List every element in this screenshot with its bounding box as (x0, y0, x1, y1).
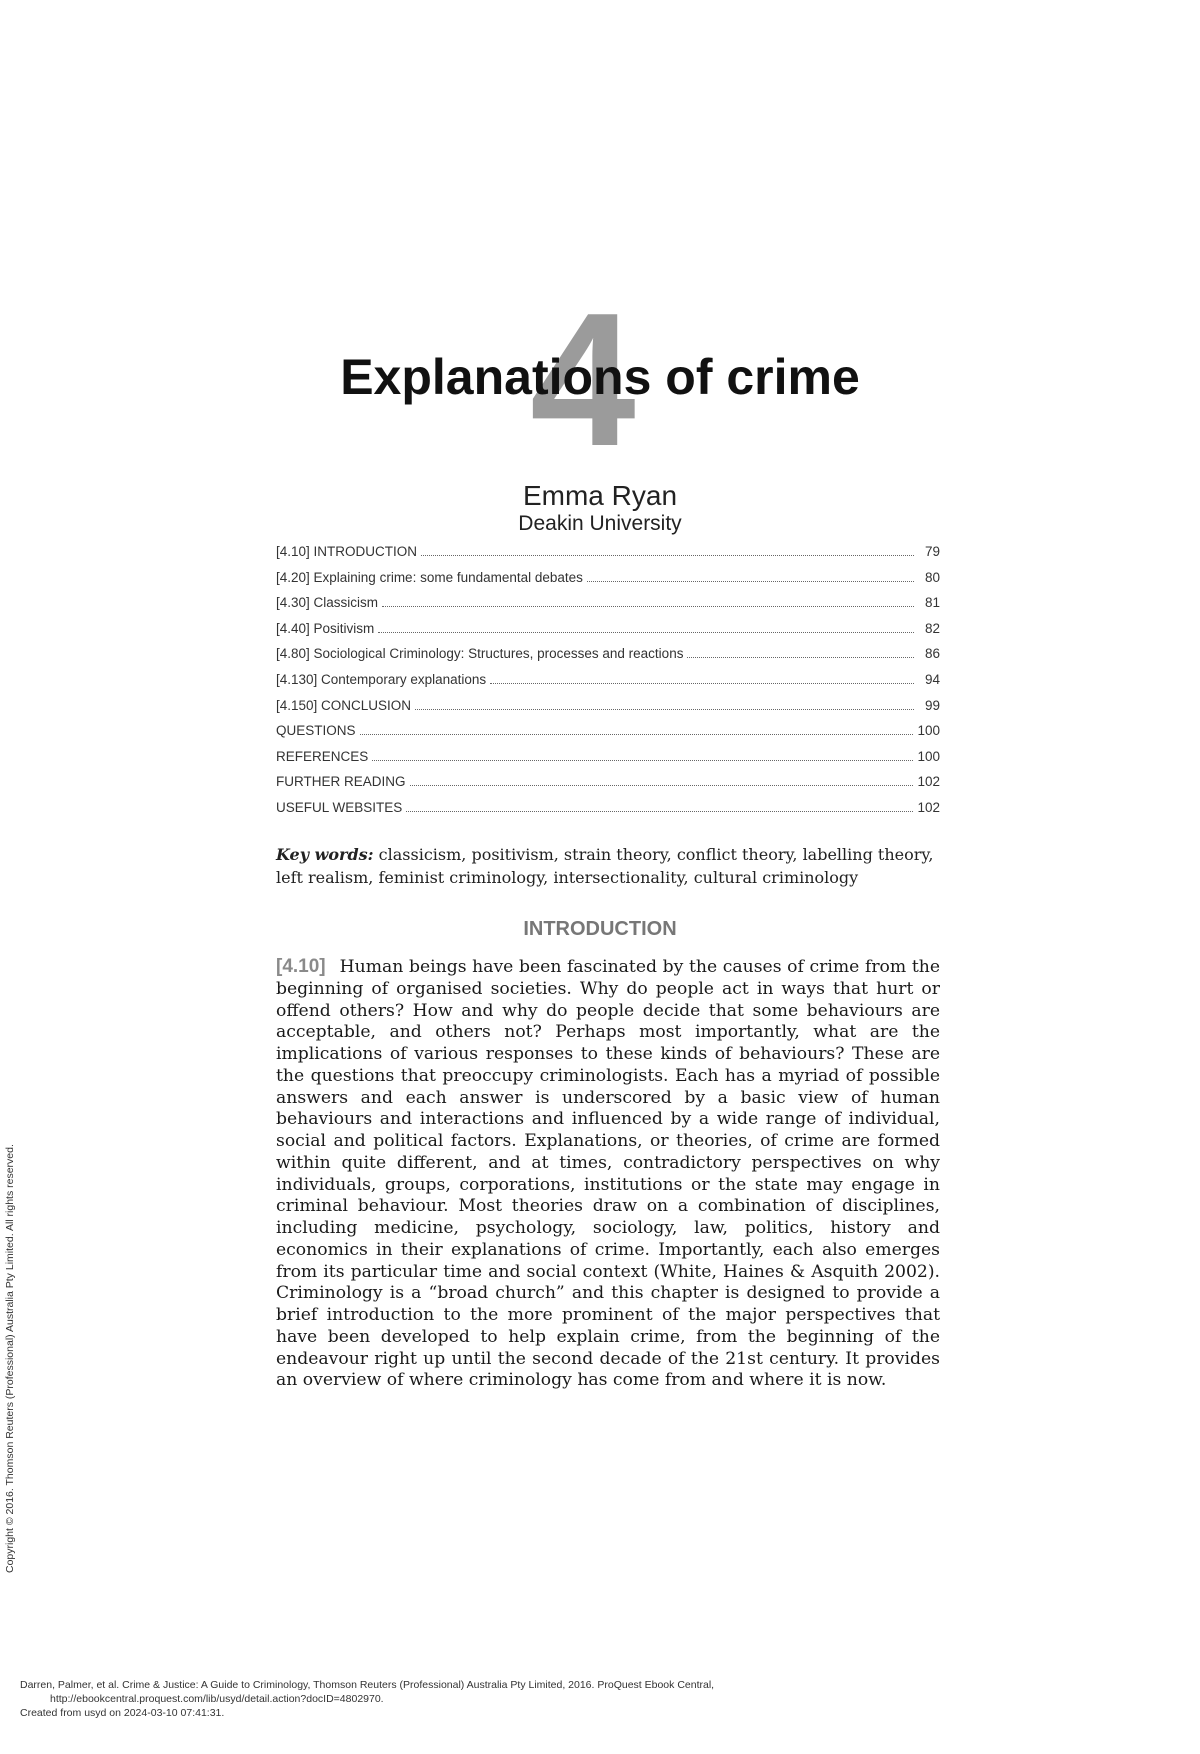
toc-entry[interactable] (276, 595, 940, 621)
toc-entry-page: 82 (924, 620, 940, 636)
toc-leader (421, 555, 914, 556)
toc-leader (410, 785, 914, 786)
toc-entry-page: 100 (917, 723, 940, 739)
chapter-number: 4 (530, 274, 636, 486)
toc-entry-label: [4.20] Explaining crime: some fundamental debates (276, 569, 583, 585)
created-from-line: Created from usyd on 2024-03-10 07:41:31. (20, 1707, 225, 1719)
toc-entry-label: [4.130] Contemporary explanations (276, 671, 487, 687)
citation-url[interactable]: http://ebookcentral.proquest.com/lib/usyd/detail.action?docID=4802970. (50, 1693, 384, 1705)
chapter-title: Explanations of crime (340, 349, 860, 405)
toc-leader (382, 606, 914, 607)
author-name: Emma Ryan (522, 480, 678, 511)
toc-leader (378, 632, 914, 633)
copyright-notice: Copyright © 2016. Thomson Reuters (Professional) Australia Pty Limited. All rights reserved. (4, 1144, 16, 1573)
toc-leader (415, 709, 914, 710)
toc-entry[interactable] (276, 672, 940, 698)
toc-entry-label: QUESTIONS (276, 723, 356, 739)
toc-entry[interactable] (276, 621, 940, 647)
toc-entry-page: 94 (924, 671, 940, 687)
toc-entry-page: 102 (917, 774, 940, 790)
introduction-paragraph (276, 956, 940, 1392)
toc-entry-page: 100 (917, 748, 940, 764)
key-words: Key words: classicism, positivism, strain theory, conflict theory, labelling theory, left realism, feminist criminology, intersectionality, cultural criminology (276, 845, 934, 887)
toc-entry-label: REFERENCES (276, 748, 369, 764)
toc-leader (372, 760, 913, 761)
citation-footer (20, 1678, 714, 1720)
toc-entry[interactable] (276, 544, 940, 570)
toc-entry[interactable] (276, 774, 940, 800)
toc-entry-label: [4.30] Classicism (276, 595, 379, 611)
toc-entry[interactable] (276, 800, 940, 826)
toc-entry-label: [4.150] CONCLUSION (276, 697, 412, 713)
toc-entry-page: 99 (924, 697, 940, 713)
citation-line: Darren, Palmer, et al. Crime & Justice: A Guide to Criminology, Thomson Reuters (Professional) Australia Pty Limited, 2016. ProQuest Ebook Central, (20, 1679, 715, 1691)
toc-leader (587, 581, 914, 582)
paragraph-number: [4.10] (276, 956, 326, 977)
toc-entry[interactable] (276, 749, 940, 775)
toc-entry-label: [4.40] Positivism (276, 620, 375, 636)
toc-leader (360, 734, 914, 735)
paragraph-text: Human beings have been fascinated by the causes of crime from the beginning of organised societies. Why do people act in ways that hurt or offend others? How and why do people decide that some behaviours are acceptable, and others not? Perhaps most importantly, what are the implications of various responses to these kinds of behaviours? These are the questions that preoccupy criminologists. Each has a myriad of possible answers and each answer is underscored by a basic view of human behaviours and interactions and influenced by a wide range of individual, social and political factors. Explanations, or theories, of crime are formed within quite different, and at times, contradictory perspectives on why individuals, groups, corporations, institutions or the state may engage in criminal behaviour. Most theories draw on a combination of disciplines, including medicine, psychology, sociology, law, politics, history and economics in their explanations of crime. Importantly, each also emerges from its particular time and social context (White, Haines & Asquith 2002). Criminology is a “broad church” and this chapter is designed to provide a brief introduction to the more prominent of the major perspectives that have been developed to help explain crime, from the beginning of the endeavour right up until the second decade of the 21st century. It provides an overview of where criminology has come from and where it is now. (276, 957, 940, 1391)
key-words-list: classicism, positivism, strain theory, conflict theory, labelling theory, left realism, feminist criminology, intersectionality, cultural criminology (276, 845, 934, 887)
toc-leader (406, 811, 913, 812)
toc-entry-label: FURTHER READING (276, 774, 406, 790)
toc-entry-page: 86 (924, 646, 940, 662)
toc-entry-label: [4.80] Sociological Criminology: Structures, processes and reactions (276, 646, 684, 662)
toc-leader (687, 657, 914, 658)
toc-entry-page: 81 (924, 595, 940, 611)
key-words-label: Key words (276, 845, 368, 864)
toc-entry[interactable] (276, 570, 940, 596)
toc-entry-page: 80 (924, 569, 940, 585)
toc-entry[interactable] (276, 723, 940, 749)
author-affiliation: Deakin University (518, 512, 682, 535)
toc-entry-page: 79 (924, 544, 940, 559)
toc-entry[interactable] (276, 698, 940, 724)
toc-entry-label: [4.10] INTRODUCTION (276, 544, 418, 559)
toc-leader (490, 683, 914, 684)
table-of-contents (276, 544, 940, 826)
toc-entry[interactable] (276, 646, 940, 672)
toc-entry-page: 102 (917, 799, 940, 815)
section-heading-introduction: INTRODUCTION (523, 918, 677, 940)
toc-entry-label: USEFUL WEBSITES (276, 799, 403, 815)
